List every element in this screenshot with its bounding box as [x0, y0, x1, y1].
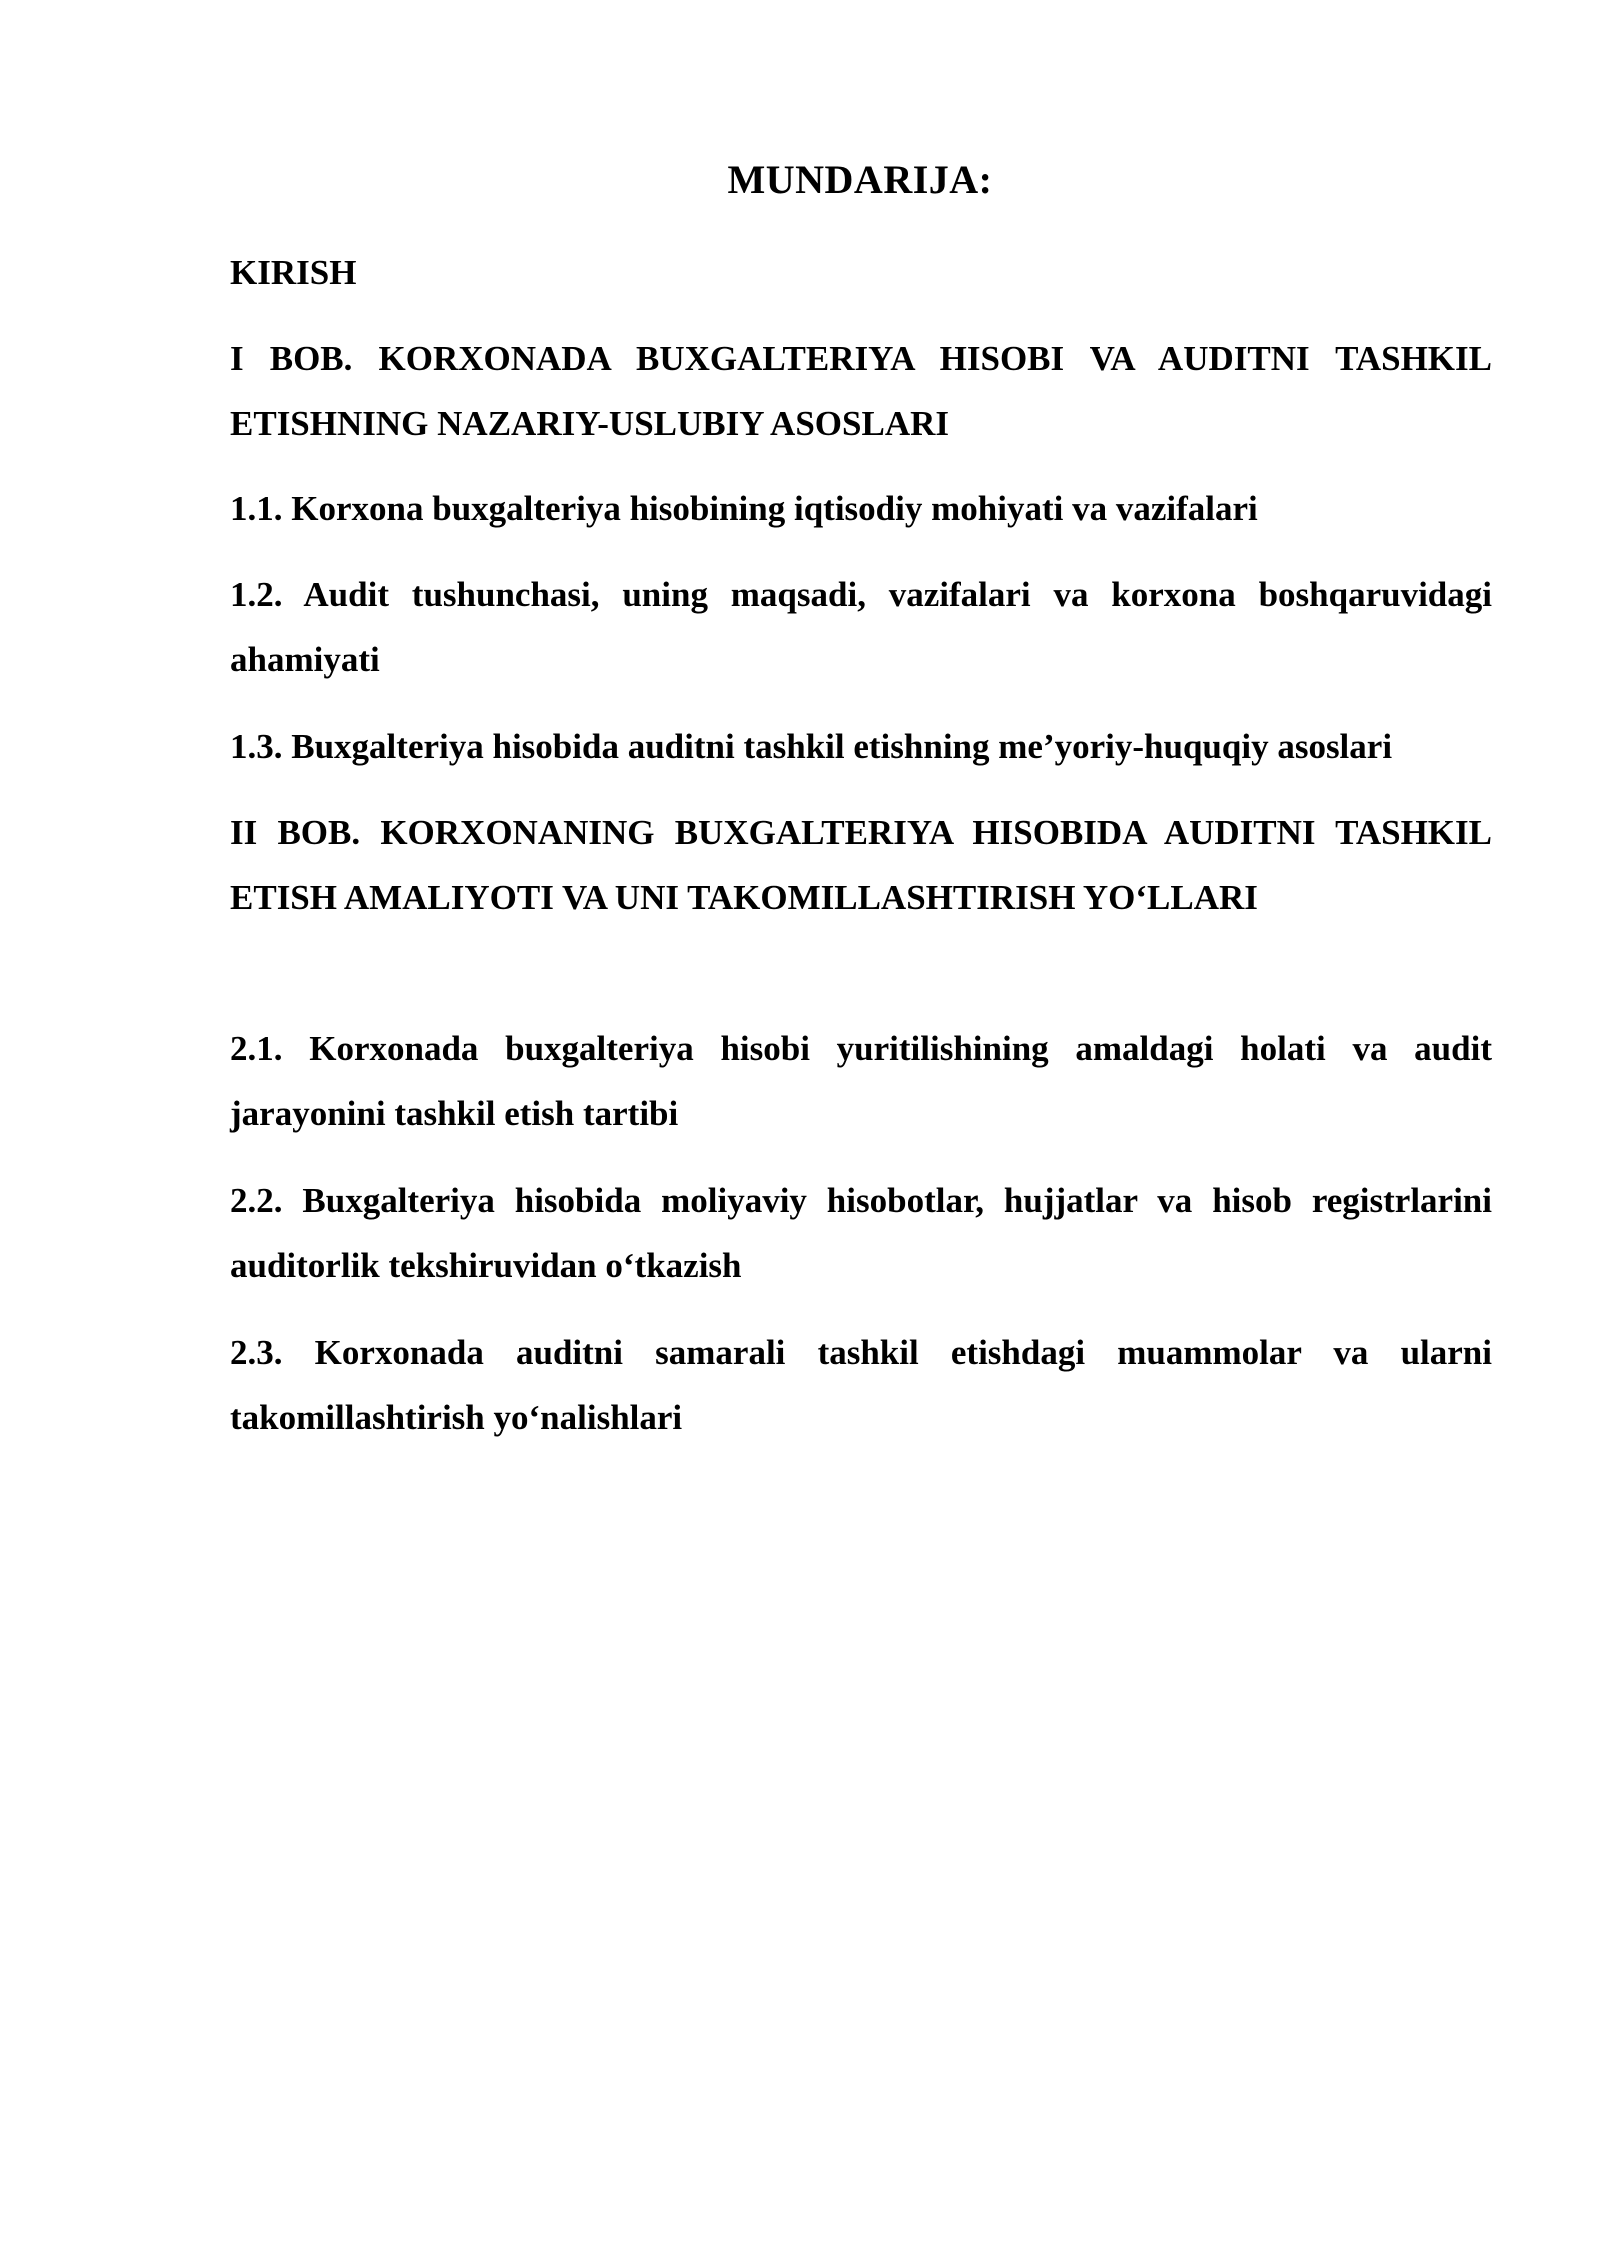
toc-entry-2-2: 2.2. Buxgalteriya hisobida moliyaviy hisobotlar, hujjatlar va hisob registrlarini auditorlik tekshiruvidan o‘tkazish: [230, 1181, 1492, 1285]
toc-entry-chapter-1: I BOB. KORXONADA BUXGALTERIYA HISOBI VA AUDITNI TASHKIL ETISHNING NAZARIY-USLUBIY ASOSLARI: [230, 339, 1492, 443]
toc-entry-1-3: 1.3. Buxgalteriya hisobida auditni tashkil etishning me’yoriy-huquqiy asoslari: [230, 727, 1393, 766]
toc-entry-2-3: 2.3. Korxonada auditni samarali tashkil etishdagi muammolar va ularni takomillashtirish yo‘nalishlari: [230, 1333, 1492, 1437]
document-title: MUNDARIJA:: [727, 157, 993, 202]
toc-entry-1-1: 1.1. Korxona buxgalteriya hisobining iqtisodiy mohiyati va vazifalari: [230, 489, 1258, 528]
toc-entry-chapter-2: II BOB. KORXONANING BUXGALTERIYA HISOBIDA AUDITNI TASHKIL ETISH AMALIYOTI VA UNI TAKOMILLASHTIRISH YO‘LLARI: [230, 813, 1492, 917]
toc-entry-2-1: 2.1. Korxonada buxgalteriya hisobi yuritilishining amaldagi holati va audit jarayonini tashkil etish tartibi: [230, 1029, 1492, 1133]
toc-entry-1-2: 1.2. Audit tushunchasi, uning maqsadi, vazifalari va korxona boshqaruvidagi ahamiyati: [230, 575, 1492, 679]
toc-entry-kirish: KIRISH: [230, 253, 357, 292]
